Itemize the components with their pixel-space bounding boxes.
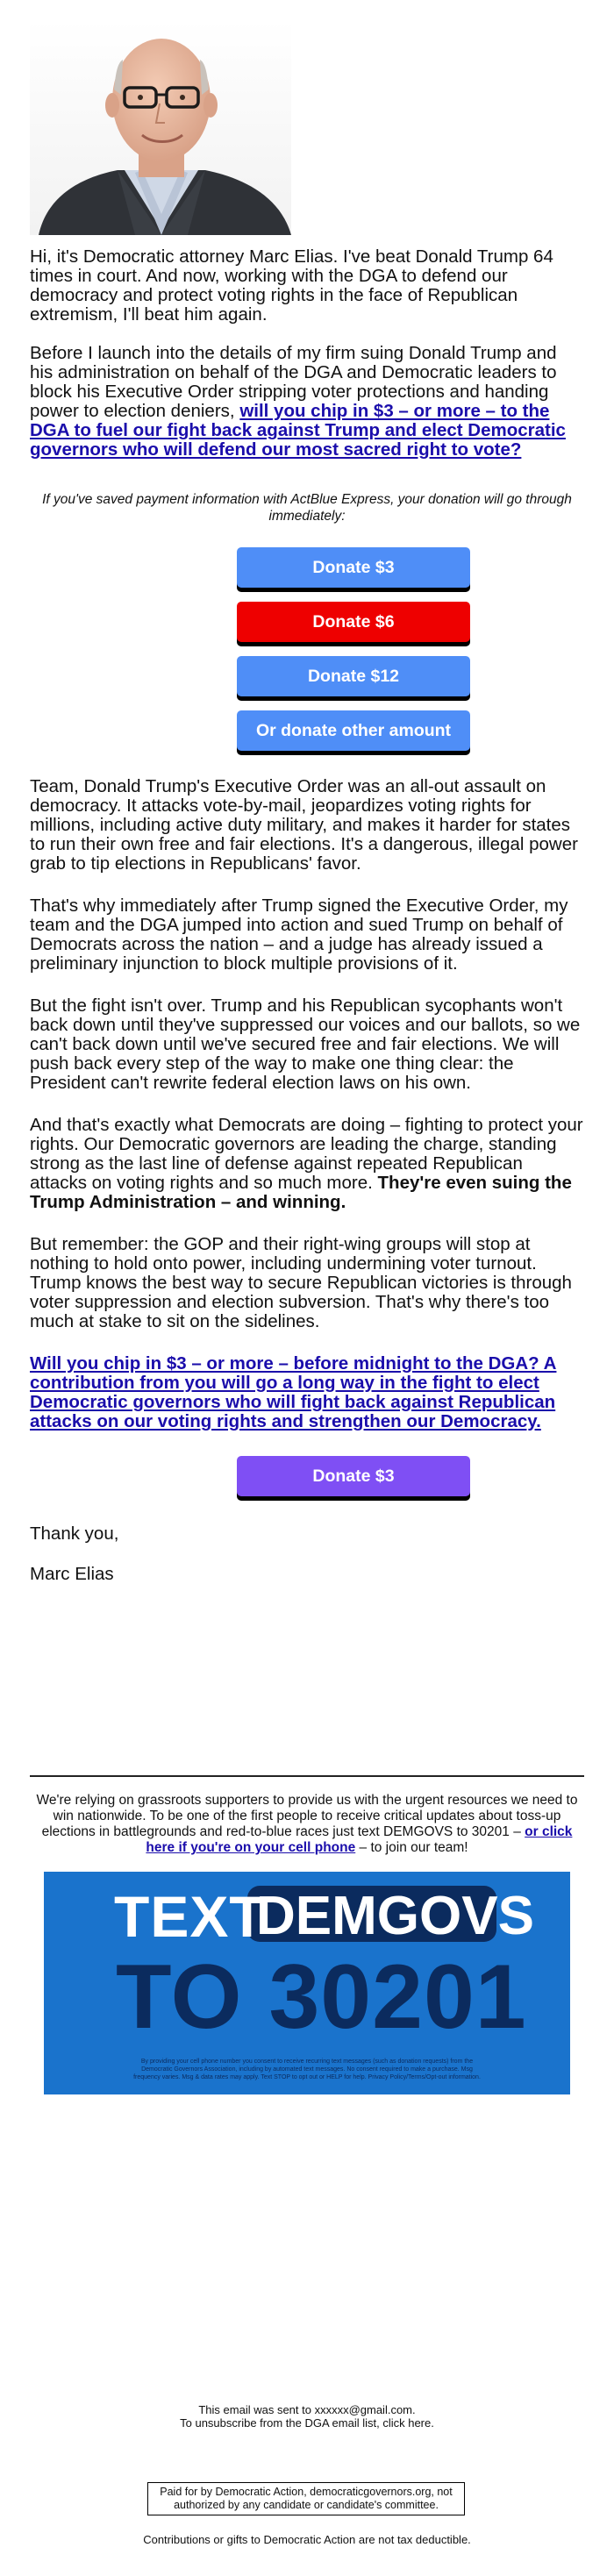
intro-paragraph-ask <box>30 344 584 460</box>
unsubscribe-link[interactable]: To unsubscribe from the DGA email list, click here. <box>180 2416 434 2430</box>
signoff: Thank you, <box>30 1523 119 1544</box>
sms-signup-paragraph <box>30 1793 584 1856</box>
donate-3-button[interactable]: Donate $3 <box>237 547 470 588</box>
intro-ask-text: Before I launch into the details of my firm suing Donald Trump and his administration on behalf of the DGA and Democratic leaders to block his Executive Order stripping voter protections and handing power to election deniers, <box>30 343 557 421</box>
portrait-image <box>30 19 291 235</box>
sent-to-notice: This email was sent to xxxxxx@gmail.com. <box>198 2403 416 2416</box>
donate-6-button[interactable]: Donate $6 <box>237 602 470 642</box>
footer-divider <box>30 1775 584 1777</box>
final-ask-link[interactable]: Will you chip in $3 – or more – before midnight to the DGA? A contribution from you will go a long way in the fight to elect Democratic governors who will fight back against Republican attacks on our voting rights and strengthen our Democracy. <box>30 1353 557 1431</box>
banner-keyword: DEMGOVS <box>256 1886 534 1946</box>
actblue-note: If you've saved payment information with ActBlue Express, your donation will go through immediately: <box>42 492 572 524</box>
intro-paragraph: Hi, it's Democratic attorney Marc Elias. I've beat Donald Trump 64 times in court. And now, working with the DGA to defend our democracy and protect voting rights in the face of Republican extremism, I'll beat him again. <box>30 246 553 325</box>
signature: Marc Elias <box>30 1564 114 1584</box>
body-paragraph-governors <box>30 1116 584 1212</box>
body-paragraph-fight: But the fight isn't over. Trump and his Republican sycophants won't back down until they've suppressed our voices and our ballots, so we can't back down until we've secured free and fair elections. We will push back every step of the way to make one thing clear: the President can't rewrite federal election laws on his own. <box>30 995 581 1093</box>
text-demgovs-banner[interactable] <box>44 1872 570 2094</box>
governors-text: And that's exactly what Democrats are doing – fighting to protect your rights. Our Democratic governors are leading the charge, standing strong as the last line of defense against repeated Republican attacks on voting rights and so much more. <box>30 1115 583 1193</box>
donate-other-amount-button[interactable]: Or donate other amount <box>237 710 470 751</box>
banner-fine-print: By providing your cell phone number you consent to receive recurring text messages (such as donation requests) from the Democratic Governors Association, including by automated text messages. No consent required to make a purchase. Msg frequency varies. Msg & data rates may apply. Text STOP to opt out or HELP for help. Privacy Policy/Terms/Opt-out information. <box>133 2059 481 2080</box>
final-ask-paragraph <box>30 1354 584 1431</box>
body-paragraph-executive-order: Team, Donald Trump's Executive Order was an all-out assault on democracy. It attacks vote-by-mail, jeopardizes voting rights for millions, including active duty military, and makes it harder for states to run their own free and fair elections. It's a dangerous, illegal power grab to tip elections in Republicans' favor. <box>30 776 578 874</box>
person-illustration <box>30 19 291 235</box>
sms-cell-phone-link[interactable]: or click here if you're on your cell phone <box>146 1824 573 1855</box>
final-donate-3-button[interactable]: Donate $3 <box>237 1456 470 1496</box>
governors-bold-text: They're even suing the Trump Administration – and winning. <box>30 1173 572 1212</box>
chip-in-link[interactable]: will you chip in $3 – or more – to the DGA to fuel our fight back against Trump and elect Democratic governors who will defend our most sacred right to vote? <box>30 401 566 460</box>
donate-12-button[interactable]: Donate $12 <box>237 656 470 696</box>
body-paragraph-gop: But remember: the GOP and their right-wing groups will stop at nothing to hold onto power, including undermining voter turnout. Trump knows the best way to secure Republican victories is through voter suppression and election subversion. That's why there's too much at stake to sit on the sidelines. <box>30 1234 572 1331</box>
body-paragraph-lawsuit: That's why immediately after Trump signed the Executive Order, my team and the DGA jumped into action and sued Trump on behalf of Democrats across the nation – and a judge has already issued a preliminary injunction to block multiple provisions of it. <box>30 896 568 974</box>
paid-for-disclaimer: Paid for by Democratic Action, democraticgovernors.org, not authorized by any candidate or candidate's committee. <box>147 2482 465 2515</box>
sms-text-after: – to join our team! <box>355 1840 468 1855</box>
banner-short-code: TO 30201 <box>116 1946 527 2048</box>
tax-deductible-note: Contributions or gifts to Democratic Action are not tax deductible. <box>143 2533 471 2546</box>
sms-text-before: We're relying on grassroots supporters to provide us with the urgent resources we need to win nationwide. To be one of the first people to receive critical updates about toss-up elections in battlegrounds and red-to-blue races just text DEMGOVS to 30201 – <box>36 1793 578 1839</box>
banner-text-word: TEXT <box>114 1884 266 1949</box>
